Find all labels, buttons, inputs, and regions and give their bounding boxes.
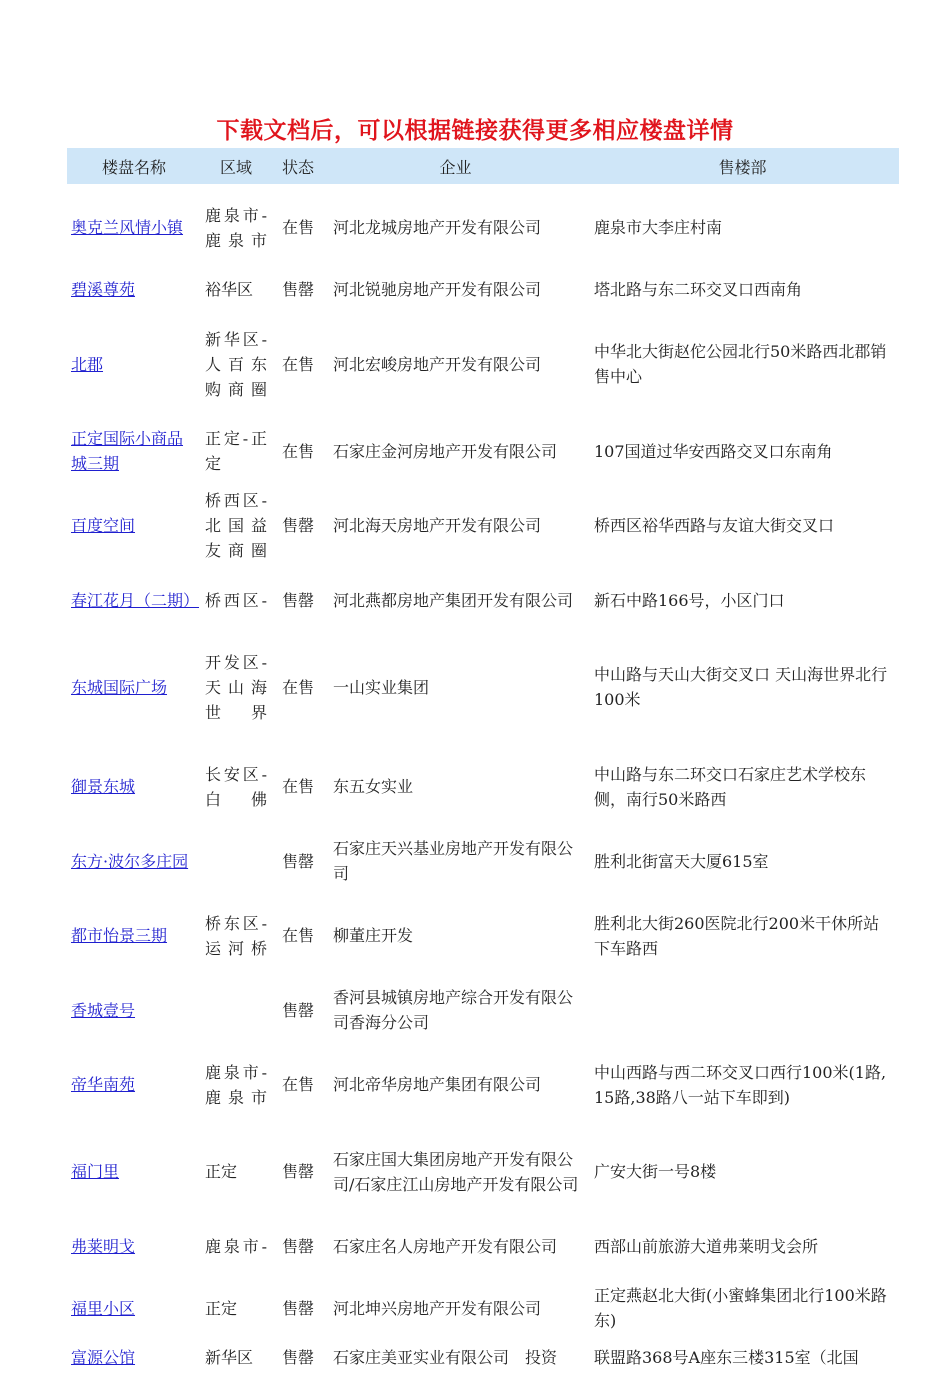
property-link[interactable]: 富源公馆: [71, 1348, 136, 1367]
cell-developer: 河北锐驰房地产开发有限公司: [333, 280, 542, 299]
cell-area: 桥东区-运河桥: [205, 913, 267, 958]
table-row: [67, 631, 899, 743]
table-row: [67, 1277, 899, 1339]
cell-status: 售罄: [281, 1348, 314, 1367]
cell-status: 在售: [281, 354, 314, 374]
property-link[interactable]: 弗莱明戈: [71, 1236, 136, 1256]
cell-developer: 柳董庄开发: [333, 926, 414, 945]
table-row: [67, 1041, 899, 1128]
table-row: [67, 743, 899, 830]
cell-area: 开发区-天山海世界: [205, 652, 267, 722]
cell-area: 桥西区-北国益友商圈: [205, 491, 267, 560]
cell-name: [67, 979, 201, 1041]
table-row: [67, 420, 899, 482]
cell-status: 在售: [281, 1075, 314, 1094]
property-link[interactable]: 香城壹号: [71, 1000, 136, 1020]
cell-sales-office: 中山路与天山大街交叉口 天山海世界北行100米: [594, 665, 888, 709]
cell-status: 售罄: [281, 516, 314, 535]
cell-sales-office: 胜利北大街260医院北行200米干休所站下车路西: [594, 913, 880, 958]
cell-status: 售罄: [281, 851, 314, 871]
cell-status: 在售: [281, 218, 314, 237]
cell-name: [67, 1128, 201, 1215]
cell-developer: 河北宏峻房地产开发有限公司: [333, 354, 542, 374]
header-status: 状态: [271, 148, 325, 184]
cell-area: 正定: [205, 1298, 238, 1318]
cell-status: 在售: [281, 926, 314, 945]
cell-name: [67, 1277, 201, 1339]
table-row: [67, 1128, 899, 1215]
property-link[interactable]: 东城国际广场: [71, 677, 168, 697]
cell-name: [67, 308, 201, 420]
property-link[interactable]: 春江花月（二期）: [71, 590, 200, 610]
table-row: [67, 569, 899, 631]
cell-sales-office: 新石中路166号，小区门口: [594, 590, 785, 610]
cell-sales-office: 中华北大街赵佗公园北行50米路西北郡销售中心: [594, 342, 887, 386]
cell-status: 售罄: [281, 1000, 314, 1020]
header-name: 楼盘名称: [67, 148, 201, 184]
cell-area: 正定-正定: [205, 429, 267, 473]
property-link[interactable]: 福里小区: [71, 1298, 136, 1318]
table-row: [67, 482, 899, 569]
page-title: 下载文档后，可以根据链接获得更多相应楼盘详情: [216, 118, 734, 144]
cell-sales-office: 桥西区裕华西路与友谊大街交叉口: [594, 516, 835, 535]
cell-developer: 河北坤兴房地产开发有限公司: [333, 1298, 542, 1318]
header-developer: 企业: [325, 148, 586, 184]
cell-name: [67, 420, 201, 482]
cell-name: [67, 184, 201, 271]
header-area: 区域: [201, 148, 271, 184]
cell-area: 正定: [205, 1162, 238, 1181]
cell-name: [67, 271, 201, 308]
cell-developer: 东五女实业: [333, 777, 414, 796]
cell-developer: 石家庄美亚实业有限公司 投资: [333, 1348, 558, 1367]
cell-developer: 石家庄名人房地产开发有限公司: [333, 1236, 558, 1256]
cell-sales-office: 正定燕赵北大街(小蜜蜂集团北行100米路东): [594, 1286, 887, 1330]
table-row: [67, 892, 899, 979]
cell-sales-office: 中山西路与西二环交叉口西行100米(1路,15路,38路八一站下车即到): [594, 1062, 887, 1107]
cell-sales-office: 广安大街一号8楼: [594, 1162, 717, 1181]
property-link[interactable]: 正定国际小商品城三期: [71, 429, 184, 473]
cell-status: 在售: [281, 441, 314, 461]
cell-developer: 石家庄金河房地产开发有限公司: [333, 441, 558, 461]
cell-name: [67, 830, 201, 892]
cell-area: [201, 979, 271, 1041]
table-row: [67, 308, 899, 420]
cell-sales-office: 联盟路368号A座东三楼315室（北国: [594, 1348, 859, 1367]
cell-developer: 河北帝华房地产集团有限公司: [333, 1075, 542, 1094]
cell-area: 新华区: [205, 1348, 254, 1367]
property-link[interactable]: 帝华南苑: [71, 1075, 136, 1094]
cell-developer: 石家庄国大集团房地产开发有限公司/石家庄江山房地产开发有限公司: [333, 1149, 579, 1194]
property-link[interactable]: 福门里: [71, 1162, 120, 1181]
table-row: [67, 1215, 899, 1277]
cell-name: [67, 892, 201, 979]
cell-name: [67, 569, 201, 631]
property-link[interactable]: 都市怡景三期: [71, 926, 168, 945]
property-link[interactable]: 御景东城: [71, 777, 136, 796]
cell-area: 桥西区-: [205, 590, 267, 610]
cell-developer: 河北龙城房地产开发有限公司: [333, 218, 542, 237]
property-link[interactable]: 北郡: [71, 354, 104, 374]
cell-developer: 河北海天房地产开发有限公司: [333, 516, 542, 535]
cell-sales-office: 塔北路与东二环交叉口西南角: [594, 280, 803, 299]
header-sales-office: 售楼部: [586, 148, 899, 184]
cell-area: 长安区-白佛: [205, 764, 267, 809]
cell-sales-office: 中山路与东二环交口石家庄艺术学校东侧，南行50米路西: [594, 764, 867, 809]
cell-sales-office: 107国道过华安西路交叉口东南角: [594, 441, 833, 461]
cell-area: [201, 830, 271, 892]
cell-name: [67, 743, 201, 830]
cell-developer: 一山实业集团: [333, 677, 430, 697]
table-row: [67, 1339, 899, 1376]
table-row: [67, 830, 899, 892]
property-link[interactable]: 碧溪尊苑: [71, 280, 136, 299]
cell-status: 售罄: [281, 590, 314, 610]
cell-status: 售罄: [281, 1298, 314, 1318]
cell-sales-office: 胜利北街富天大厦615室: [594, 851, 769, 871]
cell-developer: 香河县城镇房地产综合开发有限公司香海分公司: [333, 988, 574, 1032]
cell-name: [67, 482, 201, 569]
property-table: [67, 148, 899, 1376]
cell-status: 售罄: [281, 1236, 314, 1256]
property-link[interactable]: 百度空间: [71, 516, 136, 535]
cell-status: 售罄: [281, 280, 314, 299]
cell-developer: 石家庄天兴基业房地产开发有限公司: [333, 839, 574, 883]
cell-status: 在售: [281, 677, 314, 697]
cell-area: 裕华区: [205, 280, 254, 299]
cell-name: [67, 1215, 201, 1277]
cell-name: [67, 631, 201, 743]
cell-name: [67, 1041, 201, 1128]
cell-name: [67, 1339, 201, 1376]
cell-sales-office: [586, 979, 899, 1041]
table-row: [67, 271, 899, 308]
table-row: [67, 184, 899, 271]
cell-area: 新华区-人百东购商圈: [205, 329, 267, 399]
property-link[interactable]: 奥克兰风情小镇: [71, 218, 184, 237]
cell-developer: 河北燕都房地产集团开发有限公司: [333, 590, 574, 610]
cell-area: 鹿泉市-: [205, 1236, 267, 1256]
cell-sales-office: 鹿泉市大李庄村南: [594, 218, 723, 237]
table-header-row: [67, 148, 899, 184]
cell-status: 售罄: [281, 1162, 314, 1181]
cell-sales-office: 西部山前旅游大道弗莱明戈会所: [594, 1236, 819, 1256]
property-link[interactable]: 东方·波尔多庄园: [71, 851, 189, 871]
cell-status: 在售: [281, 777, 314, 796]
table-row: [67, 979, 899, 1041]
cell-area: 鹿泉市-鹿泉市: [205, 205, 267, 250]
cell-area: 鹿泉市-鹿泉市: [205, 1062, 267, 1107]
